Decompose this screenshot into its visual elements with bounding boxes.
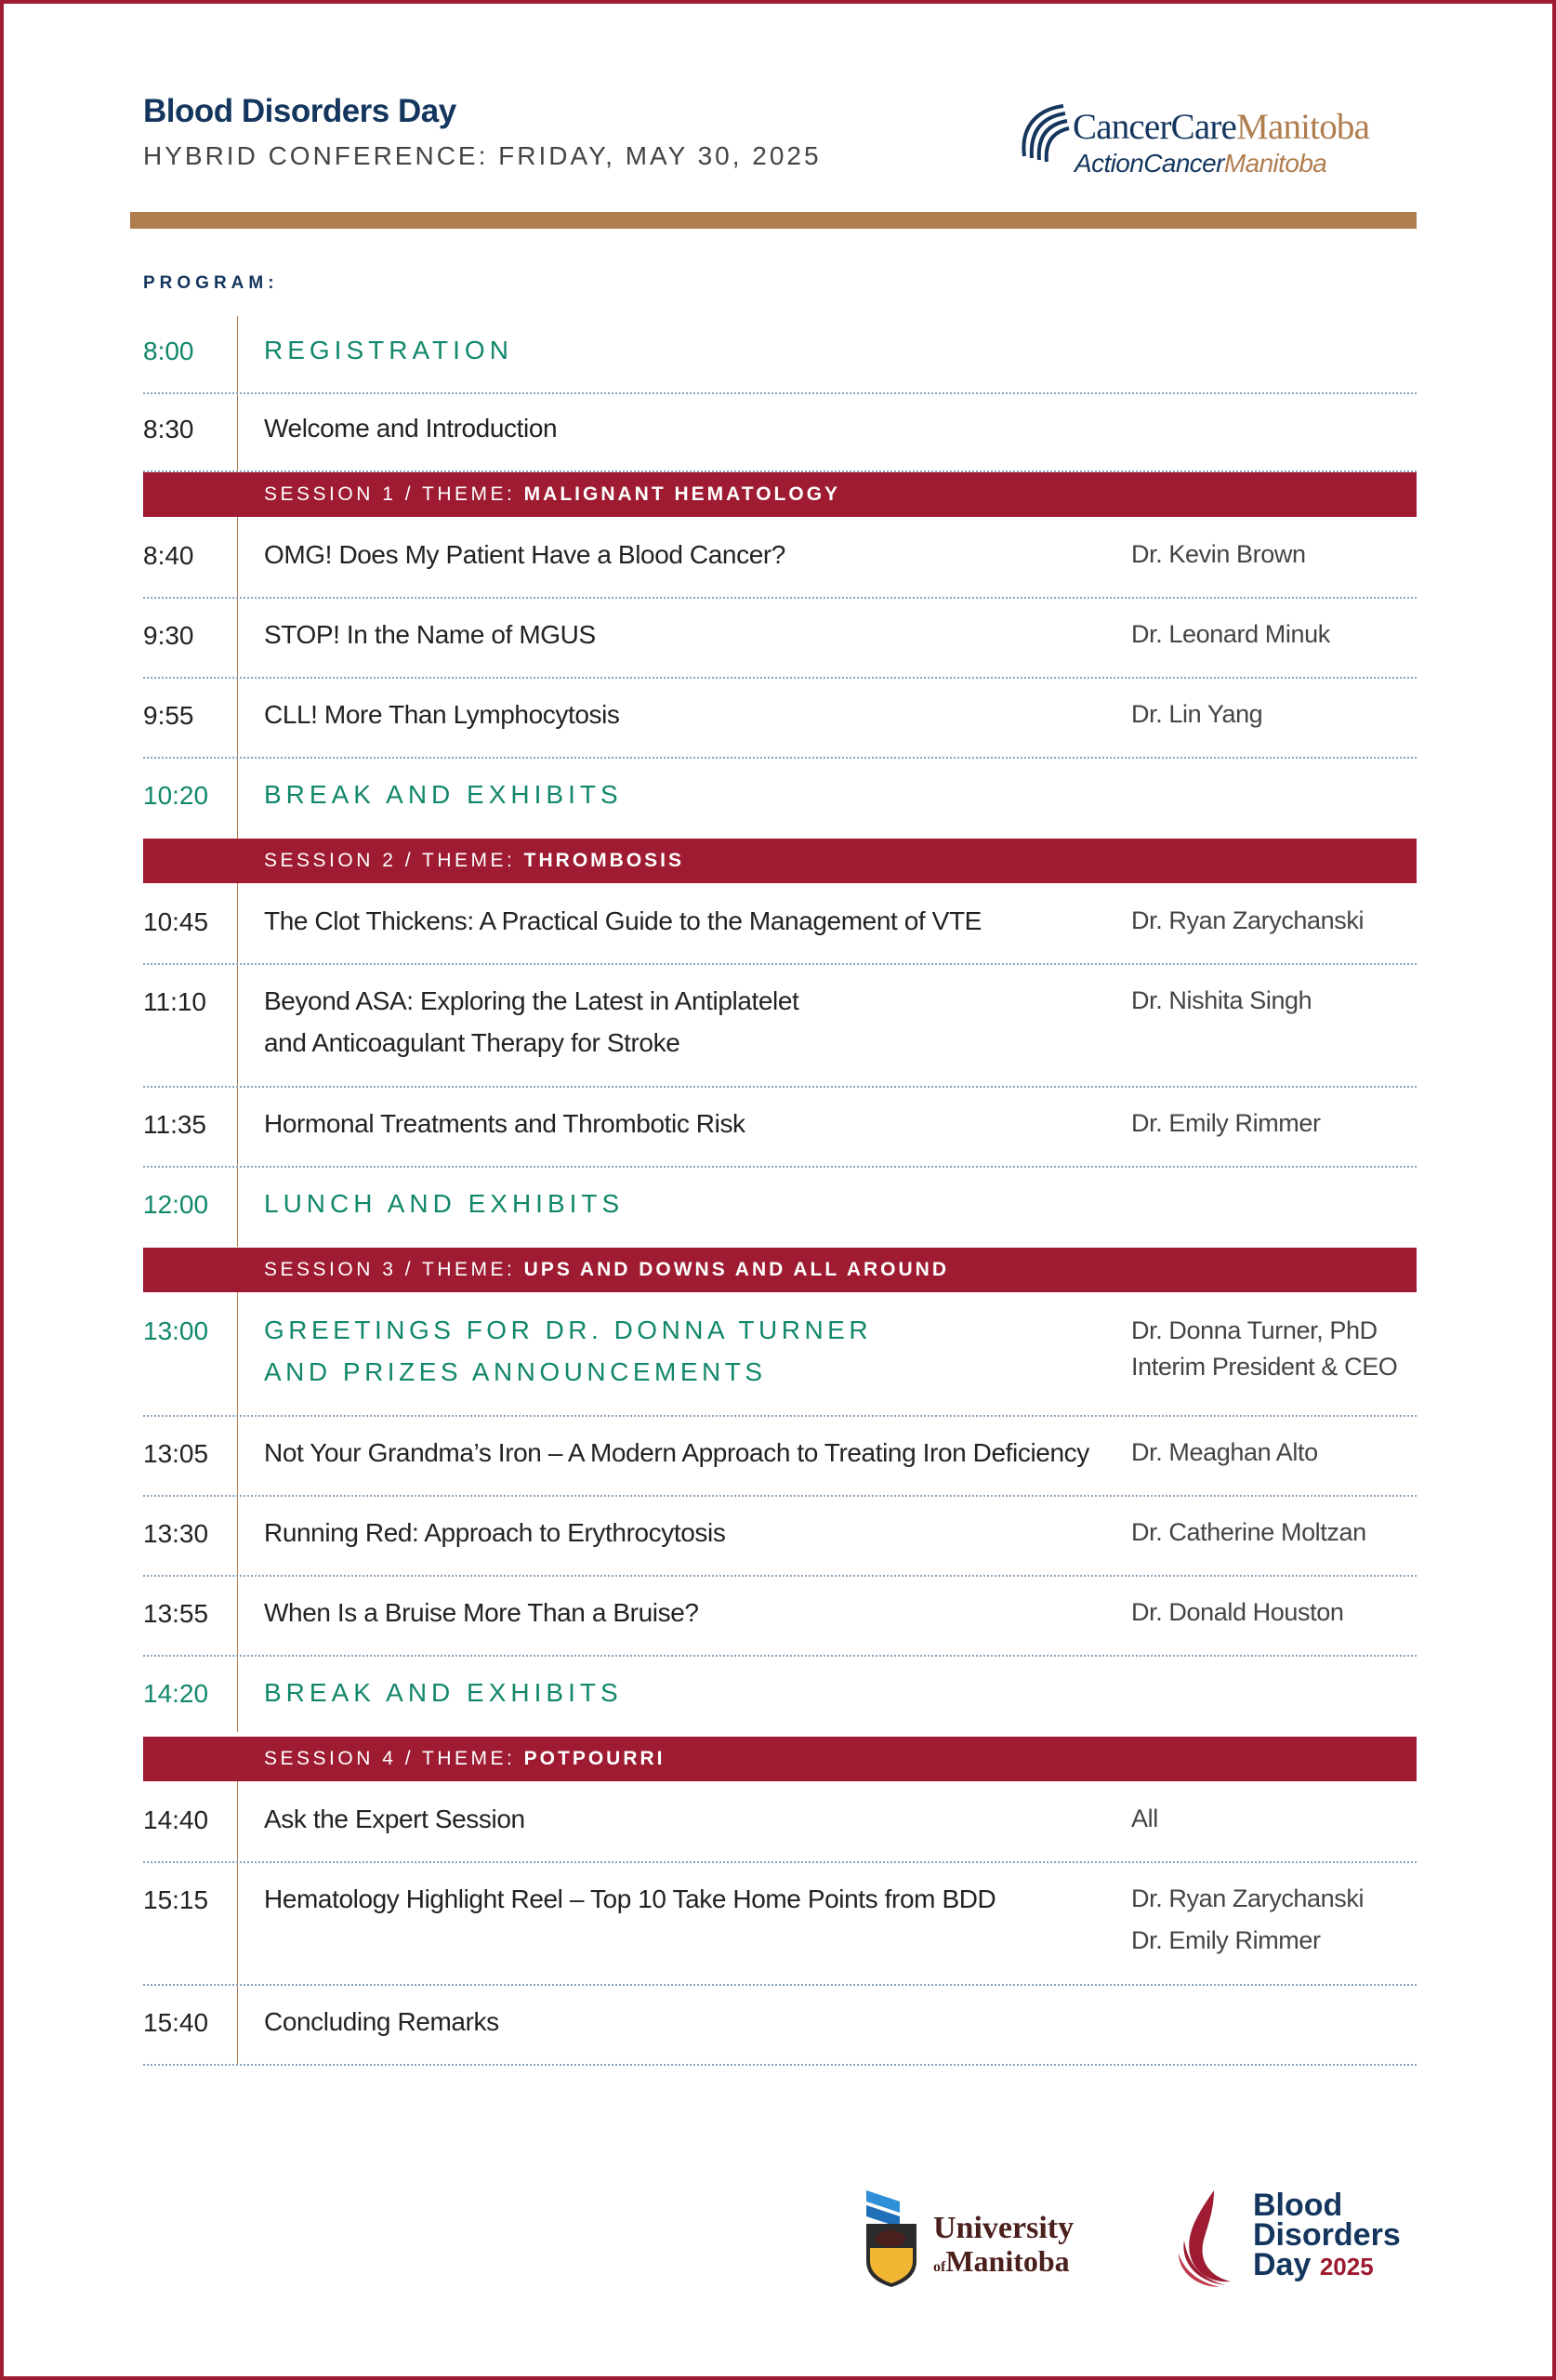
program-row xyxy=(143,987,1417,1088)
row-speaker: Dr. Ryan Zarychanski Dr. Emily Rimmer xyxy=(1131,1884,1365,1954)
row-time: 13:30 xyxy=(143,1519,209,1548)
cancercare-logo xyxy=(1017,100,1417,177)
row-time: 14:20 xyxy=(143,1679,209,1708)
row-speaker: Dr. Nishita Singh xyxy=(1131,986,1312,1014)
row-time: 10:20 xyxy=(143,781,209,810)
row-speaker: Dr. Lin Yang xyxy=(1131,700,1263,728)
row-speaker: All xyxy=(1131,1805,1158,1832)
program-row xyxy=(143,1599,1417,1657)
page-title: Blood Disorders Day xyxy=(143,93,456,129)
program-row xyxy=(143,1679,1417,1735)
program-row xyxy=(143,1110,1417,1168)
row-speaker: Dr. Leonard Minuk xyxy=(1131,620,1330,648)
row-time: 13:55 xyxy=(143,1599,209,1628)
header xyxy=(143,93,822,171)
program-row xyxy=(143,1316,1417,1417)
session-banner: SESSION 4 / THEME: POTPOURRI xyxy=(143,1737,1417,1781)
row-time: 12:00 xyxy=(143,1190,209,1219)
university-of-manitoba-logo: University ofManitoba xyxy=(863,2187,1095,2289)
row-time: 15:40 xyxy=(143,2008,209,2037)
row-time: 10:45 xyxy=(143,907,209,936)
row-title: Ask the Expert Session xyxy=(264,1805,525,1833)
cancercare-swirl-icon xyxy=(1017,100,1071,165)
session-banner: SESSION 1 / THEME: MALIGNANT HEMATOLOGY xyxy=(143,472,1417,517)
bison-crest-icon xyxy=(863,2187,922,2289)
session-banner: SESSION 2 / THEME: THROMBOSIS xyxy=(143,839,1417,883)
program-row xyxy=(143,1519,1417,1577)
row-speaker: Dr. Meaghan Alto xyxy=(1131,1438,1318,1466)
row-time: 15:15 xyxy=(143,1885,209,1914)
row-speaker: Dr. Catherine Moltzan xyxy=(1131,1518,1366,1546)
row-title: BREAK AND EXHIBITS xyxy=(264,780,623,809)
row-title: Running Red: Approach to Erythrocytosis xyxy=(264,1518,726,1547)
row-title: Welcome and Introduction xyxy=(264,414,558,443)
blood-drop-icon xyxy=(1177,2188,1247,2289)
header-divider-bar xyxy=(130,212,1417,229)
program-row xyxy=(143,907,1417,965)
row-time: 8:30 xyxy=(143,415,194,443)
program-row xyxy=(143,781,1417,837)
program-row xyxy=(143,1885,1417,1986)
cancercare-wordmark: CancerCareManitoba xyxy=(1073,107,1370,147)
row-title: LUNCH AND EXHIBITS xyxy=(264,1189,625,1218)
program-row xyxy=(143,621,1417,679)
row-title: The Clot Thickens: A Practical Guide to the Management of VTE xyxy=(264,906,982,935)
row-time: 14:40 xyxy=(143,1805,209,1834)
row-title: Concluding Remarks xyxy=(264,2007,499,2036)
row-speaker: Dr. Kevin Brown xyxy=(1131,540,1306,568)
row-time: 9:55 xyxy=(143,701,194,730)
row-time: 8:40 xyxy=(143,541,194,570)
row-time: 11:10 xyxy=(143,987,206,1016)
row-title: Beyond ASA: Exploring the Latest in Antiplatelet and Anticoagulant Therapy for Stroke xyxy=(264,986,799,1057)
blood-disorders-day-logo: Blood Disorders Day 2025 xyxy=(1177,2183,1418,2296)
session-banner: SESSION 3 / THEME: UPS AND DOWNS AND ALL AROUND xyxy=(143,1248,1417,1292)
program-row xyxy=(143,1190,1417,1246)
row-time: 13:05 xyxy=(143,1439,209,1468)
row-time: 9:30 xyxy=(143,621,194,650)
row-title: REGISTRATION xyxy=(264,336,513,364)
program-row xyxy=(143,1439,1417,1497)
row-time: 11:35 xyxy=(143,1110,206,1139)
program-row xyxy=(143,337,1417,394)
program-row xyxy=(143,541,1417,599)
row-speaker: Dr. Donald Houston xyxy=(1131,1598,1344,1626)
row-speaker: Dr. Donna Turner, PhD Interim President & CEO xyxy=(1131,1316,1398,1381)
row-title: STOP! In the Name of MGUS xyxy=(264,620,596,649)
row-title: When Is a Bruise More Than a Bruise? xyxy=(264,1598,699,1627)
row-time: 8:00 xyxy=(143,337,194,365)
page-subtitle: HYBRID CONFERENCE: FRIDAY, MAY 30, 2025 xyxy=(143,141,822,170)
program-row xyxy=(143,2008,1417,2066)
actioncancer-wordmark: ActionCancerManitoba xyxy=(1075,149,1327,178)
row-title: BREAK AND EXHIBITS xyxy=(264,1678,623,1707)
row-title: Not Your Grandma’s Iron – A Modern Approach to Treating Iron Deficiency xyxy=(264,1438,1089,1467)
row-time: 13:00 xyxy=(143,1316,209,1345)
row-title: Hematology Highlight Reel – Top 10 Take Home Points from BDD xyxy=(264,1884,996,1913)
row-title: OMG! Does My Patient Have a Blood Cancer? xyxy=(264,540,785,569)
program-row xyxy=(143,701,1417,759)
row-title: GREETINGS FOR DR. DONNA TURNER AND PRIZES ANNOUNCEMENTS xyxy=(264,1316,873,1386)
program-label: PROGRAM: xyxy=(143,273,279,293)
row-title: CLL! More Than Lymphocytosis xyxy=(264,700,620,729)
program-row xyxy=(143,1805,1417,1863)
row-speaker: Dr. Emily Rimmer xyxy=(1131,1109,1321,1137)
row-title: Hormonal Treatments and Thrombotic Risk xyxy=(264,1109,745,1138)
row-speaker: Dr. Ryan Zarychanski xyxy=(1131,906,1365,934)
program-row xyxy=(143,415,1417,472)
